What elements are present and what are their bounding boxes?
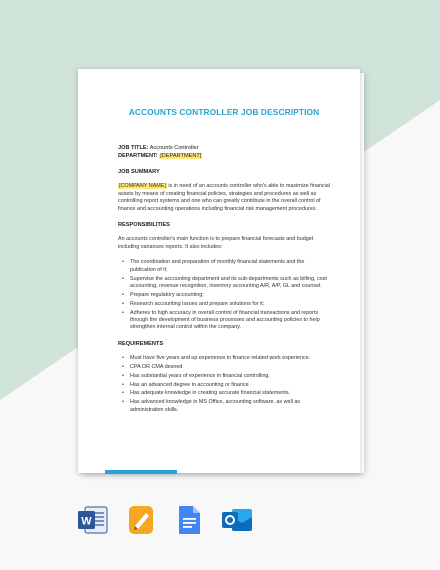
word-icon[interactable]: [76, 505, 110, 535]
list-item: • Supervise the accounting department and its sub-departments such as billing, cost accounting, revenue recognition, inventory accounting A/R, A/P, GL and counsel.: [130, 276, 330, 291]
department-placeholder: [DEPARTMENT]: [160, 152, 202, 159]
document-title: ACCOUNTS CONTROLLER JOB DESCRIPTION: [128, 107, 320, 117]
list-item: • Has an advanced degree in accounting or finance: [130, 382, 330, 389]
list-item: • Has advanced knowledge in MS Office, accounting software, as well as administration skills.: [130, 399, 330, 414]
app-icons-row: [76, 505, 254, 535]
google-docs-icon[interactable]: [172, 505, 206, 535]
list-item: • Adheres to high accuracy in overall control of financial transactions and reports through the development of business processes and accounting policies to help strengthen internal control within the company.: [130, 310, 330, 332]
responsibilities-intro: An accounts controller's main function is to prepare financial forecasts and budget including variances reports. It also includes:: [118, 236, 314, 250]
requirements-list: [118, 355, 330, 414]
svg-text:W: W: [81, 515, 92, 528]
company-placeholder: [COMPANY NAME]: [119, 183, 166, 190]
document-preview: [78, 69, 360, 473]
requirements-heading: REQUIREMENTS: [118, 340, 164, 347]
department-line: [118, 153, 330, 161]
document-accent-bar: [105, 470, 177, 474]
list-item: • Research accounting issues and prepare solutions for it;: [130, 301, 330, 308]
job-title-value: Accounts Controller: [149, 145, 199, 151]
summary-text: is in need of an accounts controller who's able to maximize financial assets by means of creating financial policies, strategies and procedures as well as controlling report systems and one who can greatly contribute in the overall control of finance and accounting operations including financial risk management procedures.: [118, 183, 330, 212]
outlook-icon[interactable]: [220, 505, 254, 535]
department-label: DEPARTMENT:: [118, 152, 158, 159]
list-item: • Has substantial years of experience in financial controlling.: [130, 373, 330, 380]
responsibilities-heading: RESPONSIBILITIES: [118, 222, 170, 229]
job-title-line: [118, 145, 330, 153]
responsibilities-list: [118, 259, 330, 332]
pages-icon[interactable]: [124, 505, 158, 535]
list-item: • Prepare regulatory accounting;: [130, 292, 330, 299]
summary-heading: JOB SUMMARY: [118, 169, 160, 176]
list-item: • Has adequate knowledge in creating accurate financial statements.: [130, 390, 330, 397]
list-item: • CPA OR CMA desired: [130, 364, 330, 371]
summary-paragraph: [118, 183, 330, 213]
job-title-label: JOB TITLE:: [118, 145, 149, 151]
list-item: • The coordination and preparation of monthly financial statements and the publication of it;: [130, 259, 330, 274]
list-item: • Must have five years and up experience in finance related work experience.: [130, 355, 330, 362]
